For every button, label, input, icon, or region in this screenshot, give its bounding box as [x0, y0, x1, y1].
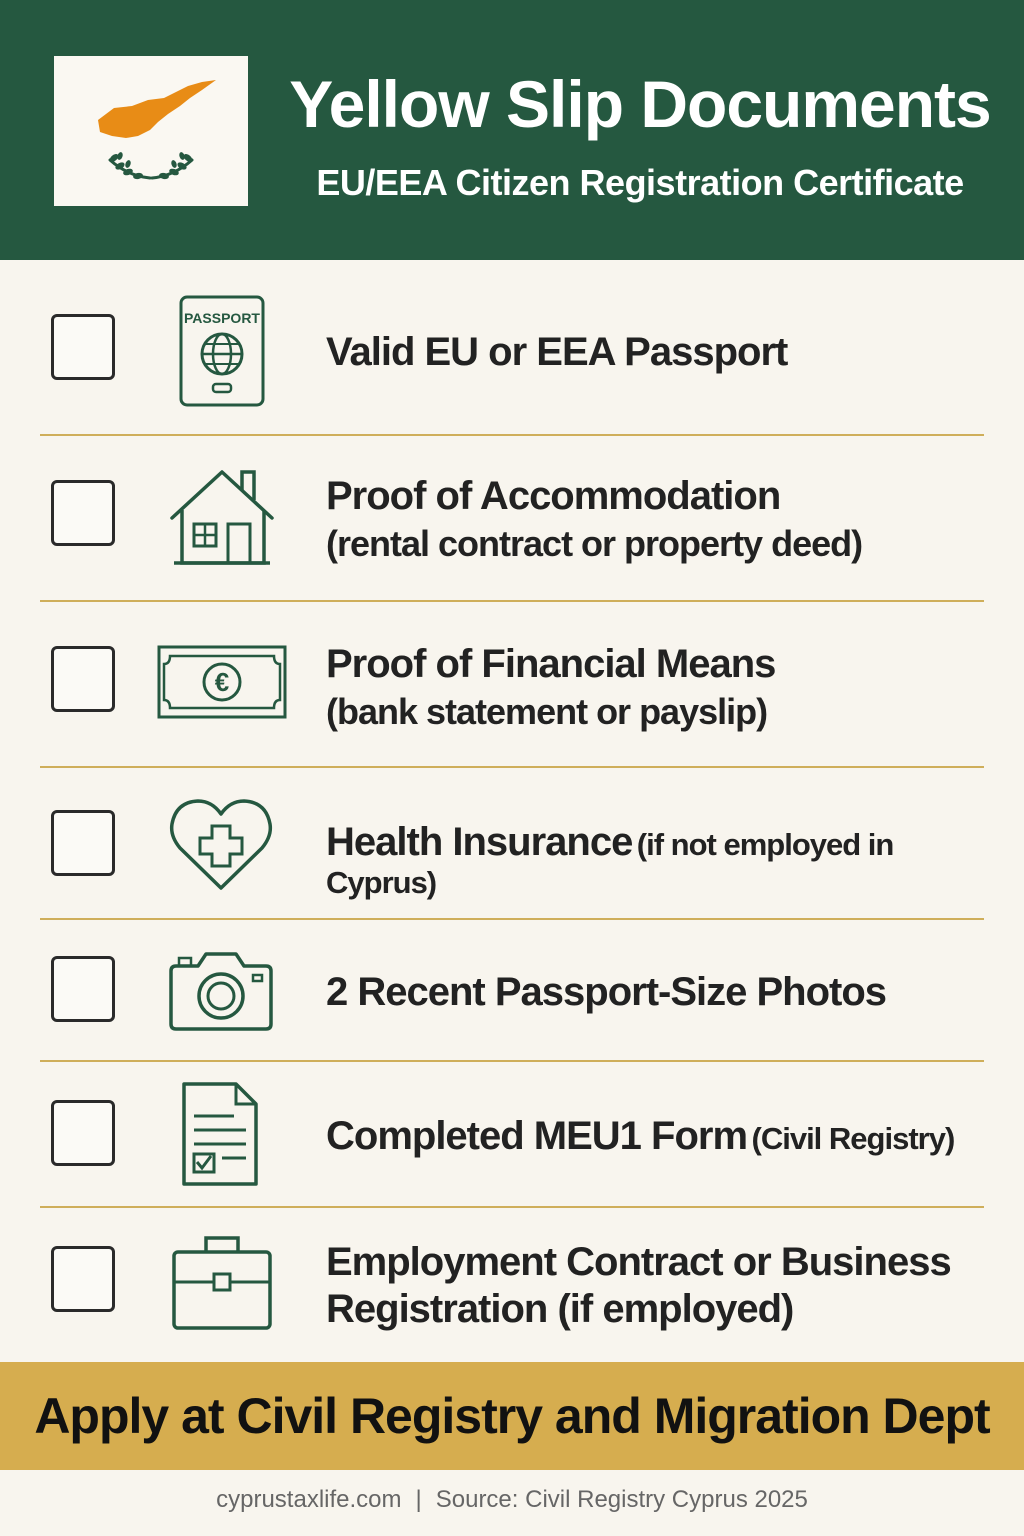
cyprus-flag-icon — [54, 56, 248, 206]
footer-site-link[interactable]: cyprustaxlife.com — [216, 1486, 402, 1513]
item-title: Health Insurance — [326, 820, 633, 864]
passport-icon — [178, 294, 266, 408]
checkbox-financial[interactable] — [51, 646, 115, 712]
euro-banknote-icon — [156, 644, 288, 720]
checkbox-accommodation[interactable] — [51, 480, 115, 546]
checkbox-employment[interactable] — [51, 1246, 115, 1312]
item-detail: (bank statement or payslip) — [326, 691, 768, 732]
camera-icon — [168, 948, 274, 1032]
footer-separator: | — [415, 1486, 422, 1513]
item-detail: (if not employed in Cyprus) — [326, 827, 894, 900]
header — [0, 0, 1024, 260]
item-title: Proof of Accommodation — [326, 474, 781, 518]
passport-icon-label: PASSPORT — [184, 310, 260, 326]
page-title: Yellow Slip Documents — [289, 67, 991, 141]
checkbox-health[interactable] — [51, 810, 115, 876]
house-icon — [166, 466, 278, 568]
banner-text: Apply at Civil Registry and Migration Dept — [34, 1388, 990, 1444]
call-to-action-banner — [0, 1362, 1024, 1470]
form-document-icon — [180, 1080, 260, 1188]
divider — [40, 1206, 984, 1208]
divider — [40, 918, 984, 920]
euro-symbol: € — [214, 667, 230, 697]
item-title: Proof of Financial Means — [326, 642, 776, 686]
item-title: Completed MEU1 Form — [326, 1114, 748, 1158]
divider — [40, 434, 984, 436]
heart-cross-icon — [168, 796, 274, 892]
footer — [0, 1486, 1024, 1514]
checkbox-meu1-form[interactable] — [51, 1100, 115, 1166]
checkbox-photos[interactable] — [51, 956, 115, 1022]
item-detail: (rental contract or property deed) — [326, 523, 863, 564]
item-title: Employment Contract or Business — [326, 1240, 951, 1284]
briefcase-icon — [170, 1232, 274, 1332]
divider — [40, 766, 984, 768]
divider — [40, 600, 984, 602]
divider — [40, 1060, 984, 1062]
checkbox-passport[interactable] — [51, 314, 115, 380]
page-subtitle: EU/EEA Citizen Registration Certificate — [316, 162, 964, 203]
item-title: 2 Recent Passport-Size Photos — [326, 970, 887, 1014]
item-detail: (Civil Registry) — [751, 1121, 955, 1156]
footer-source: Source: Civil Registry Cyprus 2025 — [435, 1486, 808, 1513]
item-title: Valid EU or EEA Passport — [326, 330, 788, 374]
item-detail: Registration (if employed) — [326, 1287, 794, 1331]
